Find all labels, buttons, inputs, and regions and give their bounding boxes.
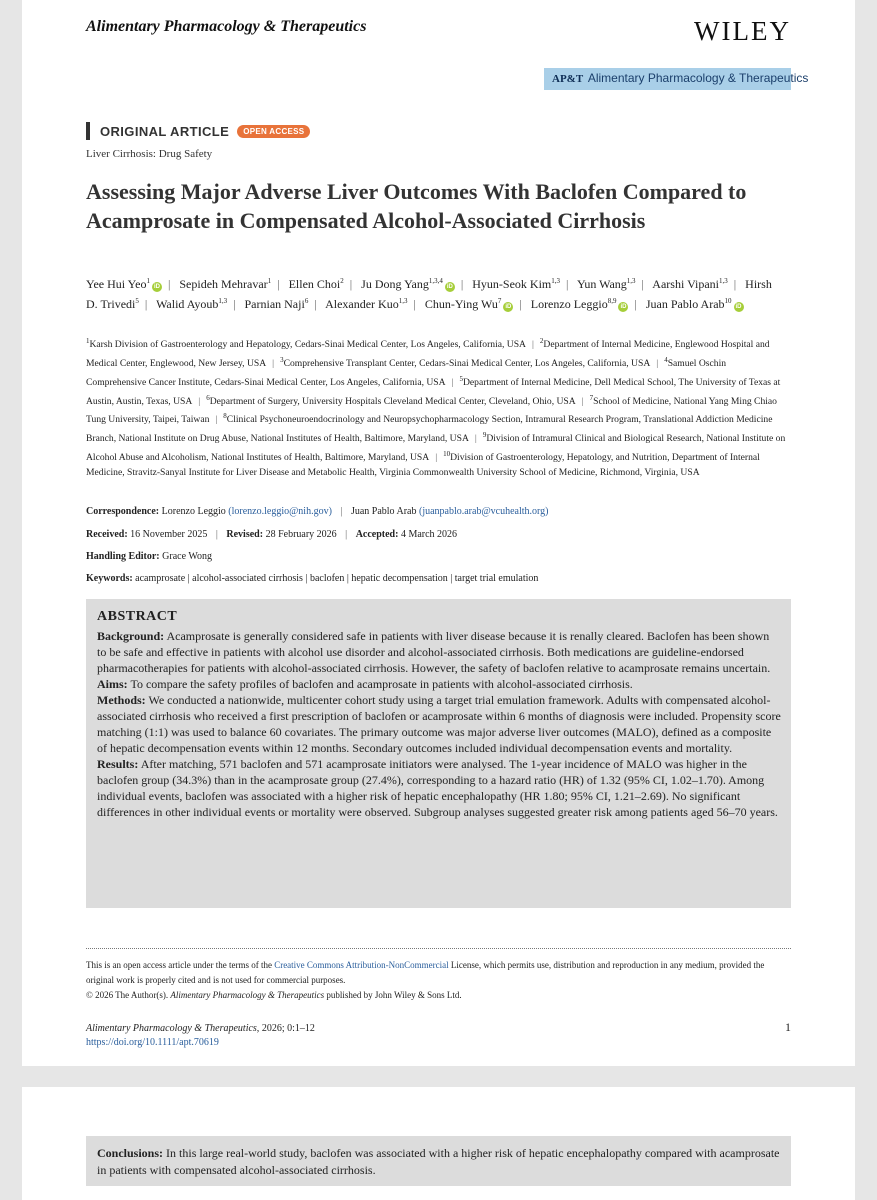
author-affiliation-ref: 1,3 xyxy=(626,277,636,285)
author-affiliation-ref: 1,3,4 xyxy=(428,277,443,285)
article-page-2 xyxy=(22,1087,855,1200)
correspondence-label: Correspondence: xyxy=(86,506,160,517)
author-affiliation-ref: 6 xyxy=(304,297,309,305)
revised-label: Revised: xyxy=(226,529,264,540)
conclusions-label: Conclusions: xyxy=(97,1146,164,1160)
accepted-label: Accepted: xyxy=(355,529,399,540)
author-name[interactable]: Walid Ayoub xyxy=(156,297,219,311)
article-type-bar xyxy=(86,122,90,140)
author xyxy=(156,297,227,311)
handling-editor xyxy=(86,551,212,562)
abstract-methods: Methods: We conducted a nationwide, multicenter cohort study using a target trial emulation framework. Adults with compensated alcohol-associated cirrhosis who received a first prescription of baclofen or acamprosate within 6 months of diagnosis were included. Propensity score matching (1:1) was used to balance 60 covariates. The primary outcome was major adverse liver outcomes (MALO), defined as a composite of hepatic decompensation events within 12 months. Secondary outcomes included individual decompensation events and mortality. xyxy=(97,693,781,755)
affiliation: $^1$Karsh Division of Gastroenterology and Hepatology, Cedars-Sinai Medical Center, Los Angeles, California, USA xyxy=(86,337,526,351)
abstract-results: Results: After matching, 571 baclofen and 571 acamprosate initiators were analysed. The 1-year incidence of MALO was higher in the baclofen group (34.3%) than in the acamprosate group (27.4%), corresponding to a hazard ratio (HR) of 1.32 (95% CI, 1.02–1.70). Among individual events, baclofen was associated with a higher risk of hepatic encephalopathy (HR 1.80; 95% CI, 1.21–2.69). No significant differences in other individual events or mortality were observed. Subgroup analyses suggested greater risk among patients aged 56–70 years. xyxy=(97,757,778,819)
author-separator: | xyxy=(634,297,637,311)
author-affiliation-ref: 1 xyxy=(146,277,150,285)
journal-header: Alimentary Pharmacology & Therapeutics xyxy=(86,18,367,35)
author-separator: | xyxy=(167,277,171,291)
author-list xyxy=(86,273,786,313)
received-label: Received: xyxy=(86,529,128,540)
correspondence-name-2: Juan Pablo Arab xyxy=(350,506,417,517)
affiliation: $^3$Comprehensive Transplant Center, Cedars-Sinai Medical Center, Los Angeles, California, USA xyxy=(280,355,651,369)
journal-badge xyxy=(544,68,809,90)
abstract-aims: Aims: To compare the safety profiles of baclofen and acamprosate in patients with alcohol-associated cirrhosis. xyxy=(97,677,633,691)
author xyxy=(244,297,308,311)
page-number: 1 xyxy=(785,1020,791,1034)
author-affiliation-ref: 2 xyxy=(340,277,344,285)
author-separator: | xyxy=(460,277,464,291)
author-name[interactable]: Ellen Choi xyxy=(288,277,341,291)
author-name[interactable]: Yun Wang xyxy=(576,277,627,291)
keywords xyxy=(86,573,538,584)
orcid-icon[interactable]: iD xyxy=(505,304,512,310)
author-name[interactable]: Chun-Ying Wu xyxy=(424,297,498,311)
author-separator: | xyxy=(733,277,737,291)
footer-divider xyxy=(86,948,791,949)
author-separator: | xyxy=(519,297,522,311)
affiliation: $^6$Department of Surgery, University Hospitals Cleveland Medical Center, Cleveland, Ohio, USA xyxy=(206,393,576,407)
orcid-icon[interactable]: iD xyxy=(153,284,160,290)
author-name[interactable]: Alexander Kuo xyxy=(325,297,399,311)
article-page-1 xyxy=(22,0,855,1066)
correspondence-email-1[interactable]: (lorenzo.leggio@nih.gov) xyxy=(228,506,332,517)
author-name[interactable]: Ju Dong Yang xyxy=(361,277,429,291)
revised-date: 28 February 2026 xyxy=(265,529,337,540)
affiliation: $^4$Samuel Oschin Comprehensive Cancer Institute, Cedars-Sinai Medical Center, Los Angeles, California, USA xyxy=(86,355,727,388)
author xyxy=(289,277,344,291)
author xyxy=(472,277,560,291)
author xyxy=(86,277,162,291)
citation-details: 2026; 0:1–12 xyxy=(261,1023,315,1034)
author-separator: | xyxy=(349,277,353,291)
author-affiliation-ref: 1,3 xyxy=(398,297,408,305)
author-affiliation-ref: 10 xyxy=(724,297,732,305)
author-name[interactable]: Sepideh Mehravar xyxy=(179,277,268,291)
author-name[interactable]: Yee Hui Yeo xyxy=(86,277,147,291)
author-affiliation-ref: 7 xyxy=(497,297,502,305)
author-name[interactable]: Hirsh D. Trivedi xyxy=(86,277,772,311)
affiliation: $^2$Department of Internal Medicine, Englewood Hospital and Medical Center, Englewood, New Jersey, USA xyxy=(86,337,770,369)
affiliation: $^8$Clinical Psychoneuroendocrinology and Neuropsychopharmacology Section, Intramural Research Program, Translational Addiction Medicine Branch, National Institute on Drug Abuse, National Institutes of Health, Baltimore, Maryland, USA xyxy=(86,412,773,445)
author xyxy=(325,297,407,311)
author xyxy=(577,277,636,291)
author-separator: | xyxy=(413,297,416,311)
orcid-icon[interactable]: iD xyxy=(620,304,627,310)
publisher-logo: WILEY xyxy=(694,16,791,46)
author-name[interactable]: Hyun-Seok Kim xyxy=(472,277,552,291)
author-affiliation-ref: 1,3 xyxy=(719,277,728,285)
affiliation: $^9$Division of Intramural Clinical and Biological Research, National Institute on Alcohol Abuse and Alcoholism, National Institutes of Health, Baltimore, Maryland, USA xyxy=(86,430,786,463)
citation xyxy=(86,1022,315,1050)
editor-label: Handling Editor: xyxy=(86,551,160,562)
license-link[interactable]: Creative Commons Attribution-NonCommercial xyxy=(274,960,449,970)
conclusions-box xyxy=(86,1136,791,1186)
keywords-label: Keywords: xyxy=(86,573,133,584)
affiliation: $^{10}$Division of Gastroenterology, Hepatology, and Nutrition, Department of Internal Medicine, Stravitz-Sanyal Institute for Liver Disease and Metabolic Health, Virginia Commonwealth University School of Medicine, Richmond, Virginia, USA xyxy=(86,449,760,479)
author xyxy=(361,277,455,291)
affiliation: $^7$School of Medicine, National Yang Ming Chiao Tung University, Taipei, Taiwan xyxy=(86,393,777,426)
author xyxy=(531,297,629,311)
author-name[interactable]: Lorenzo Leggio xyxy=(530,297,608,311)
conclusions-text: In this large real-world study, baclofen was associated with a higher risk of hepatic encephalopathy compared with acamprosate in patients with compensated alcohol-associated cirrhosis. xyxy=(97,1146,780,1177)
author-affiliation-ref: 1,3 xyxy=(551,277,561,285)
author-separator: | xyxy=(233,297,236,311)
author-separator: | xyxy=(277,277,280,291)
author xyxy=(646,297,744,311)
journal-badge-full: Alimentary Pharmacology & Therapeutics xyxy=(587,71,809,85)
author-affiliation-ref: 1 xyxy=(267,277,272,285)
article-dates: Received: 16 November 2025 | Revised: 28 February 2026 | Accepted: 4 March 2026 xyxy=(86,529,458,540)
author-affiliation-ref: 1,3 xyxy=(218,297,228,305)
abstract-heading: ABSTRACT xyxy=(97,609,178,624)
author-separator: | xyxy=(144,297,148,311)
abstract-box xyxy=(86,599,791,908)
affiliation-list: $^1$Karsh Division of Gastroenterology and Hepatology, Cedars-Sinai Medical Center, Los Angeles, California, USA | $^2$Department of Internal Medicine, Englewood Hospital and Medical Center, Englewood, New Jersey, USA | $^3$Comprehensive Transplant Center, Cedars-Sinai Medical Center, Los Angeles, California, USA | $^4$Samuel Oschin Comprehensive Cancer Institute, Cedars-Sinai Medical Center, Los Angeles, California, USA | $^5$Department of Internal Medicine, Dell Medical School, The University of Texas at Austin, Austin, Texas, USA | $^6$Department of Surgery, University Hospitals Cleveland Medical Center, Cleveland, Ohio, USA | $^7$School of Medicine, National Yang Ming Chiao Tung University, Taipei, Taiwan | $^8$Clinical Psychoneuroendocrinology and Neuropsychopharmacology Section, Intramural Research Program, Translational Addiction Medicine Branch, National Institute on Drug Abuse, National Institutes of Health, Baltimore, Maryland, USA | $^9$Division of Intramural Clinical and Biological Research, National Institute on Alcohol Abuse and Alcoholism, National Institutes of Health, Baltimore, Maryland, USA | $^{10}$Division of Gastroenterology, Hepatology, and Nutrition, Department of Internal Medicine, Stravitz-Sanyal Institute for Liver Disease and Metabolic Health, Virginia Commonwealth University School of Medicine, Richmond, Virginia, USA xyxy=(86,337,786,479)
author-name[interactable]: Aarshi Vipani xyxy=(652,277,720,291)
orcid-icon[interactable]: iD xyxy=(735,304,742,310)
author-separator: | xyxy=(566,277,569,291)
author-separator: | xyxy=(641,277,644,291)
affiliation: $^5$Department of Internal Medicine, Dell Medical School, The University of Texas at Austin, Austin, Texas, USA xyxy=(86,374,781,407)
author-affiliation-ref: 5 xyxy=(135,297,139,305)
author-name[interactable]: Juan Pablo Arab xyxy=(645,297,725,311)
editor-name: Grace Wong xyxy=(162,551,212,562)
article-type-row xyxy=(86,122,310,140)
author xyxy=(179,277,271,291)
article-section: Liver Cirrhosis: Drug Safety xyxy=(86,148,213,160)
author xyxy=(652,277,727,291)
open-access-badge: OPEN ACCESS xyxy=(237,125,310,138)
correspondence: Correspondence: Lorenzo Leggio (lorenzo.leggio@nih.gov) | Juan Pablo Arab (juanpablo.arab@vcuhealth.org) xyxy=(86,506,549,517)
accepted-date: 4 March 2026 xyxy=(400,529,458,540)
doi-link[interactable]: https://doi.org/10.1111/apt.70619 xyxy=(86,1037,219,1048)
keywords-text: acamprosate | alcohol-associated cirrhosis | baclofen | hepatic decompensation | target trial emulation xyxy=(135,573,539,584)
received-date: 16 November 2025 xyxy=(130,529,208,540)
article-title: Assessing Major Adverse Liver Outcomes With Baclofen Compared to Acamprosate in Compensated Alcohol-Associated Cirrhosis xyxy=(86,179,747,233)
abstract-background: Background: Acamprosate is generally considered safe in patients with liver disease because it is renally cleared. Baclofen has been shown to be safe and effective in patients with alcohol use disorder and alcohol-associated cirrhosis. Both medications are guideline-endorsed pharmacotherapies for patients with alcohol-associated cirrhosis. However, the safety of baclofen relative to acamprosate remains uncertain. xyxy=(97,629,771,675)
journal-badge-short: AP&T xyxy=(552,73,584,85)
correspondence-name-1: Lorenzo Leggio xyxy=(161,506,226,517)
author-separator: | xyxy=(314,297,317,311)
citation-journal: Alimentary Pharmacology & Therapeutics, xyxy=(86,1023,260,1034)
correspondence-email-2[interactable]: (juanpablo.arab@vcuhealth.org) xyxy=(418,506,549,517)
author-name[interactable]: Parnian Naji xyxy=(244,297,305,311)
orcid-icon[interactable]: iD xyxy=(446,284,453,290)
author-affiliation-ref: 8,9 xyxy=(607,297,617,305)
article-type: ORIGINAL ARTICLE xyxy=(100,123,230,139)
author xyxy=(425,297,513,311)
license-notice: This is an open access article under the terms of the Creative Commons Attribution-NonCommercial License, which permits use, distribution and reproduction in any medium, provided the original work is properly cited and is not used for commercial purposes. © 2026 The Author(s). Alimentary Pharmacology & Therapeutics published by John Wiley & Sons Ltd. xyxy=(86,960,765,1000)
